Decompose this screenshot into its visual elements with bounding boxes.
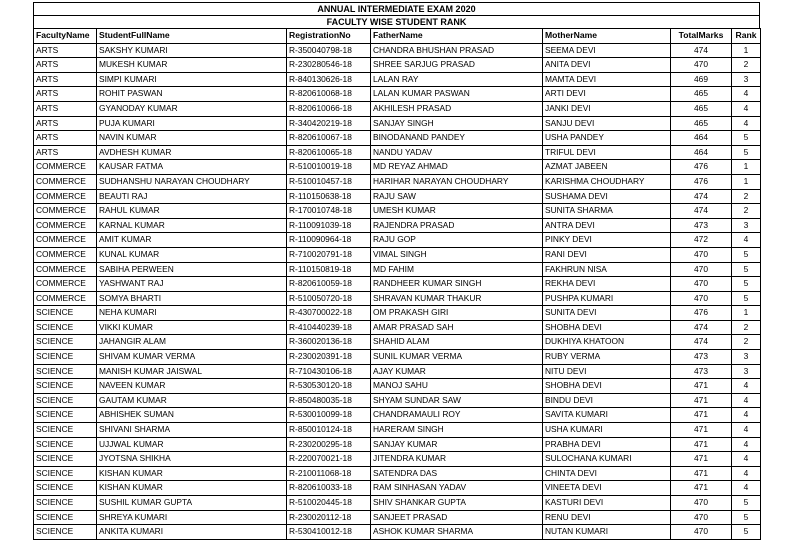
table-row [34,145,761,160]
mother-name-cell: DUKHIYA KHATOON [543,335,671,350]
father-name-cell: JITENDRA KUMAR [371,452,543,467]
registration-no-cell: R-510020445-18 [287,496,371,511]
faculty-cell: SCIENCE [34,510,97,525]
faculty-cell: SCIENCE [34,408,97,423]
registration-no-cell: R-820610059-18 [287,277,371,292]
table-row [34,116,761,131]
registration-no-cell: R-110150819-18 [287,262,371,277]
registration-no-cell: R-710020791-18 [287,247,371,262]
father-name-cell: MANOJ SAHU [371,379,543,394]
table-row [34,525,761,540]
table-row [34,87,761,102]
student-name-cell: YASHWANT RAJ [97,277,287,292]
total-marks-cell: 476 [671,306,732,321]
mother-name-cell: SUNITA SHARMA [543,204,671,219]
registration-no-cell: R-170010748-18 [287,204,371,219]
father-name-cell: BINODANAND PANDEY [371,131,543,146]
mother-name-cell: JANKI DEVI [543,101,671,116]
faculty-cell: SCIENCE [34,379,97,394]
table-row [34,481,761,496]
rank-cell: 4 [732,87,761,102]
table-row [34,174,761,189]
total-marks-cell: 471 [671,408,732,423]
father-name-cell: SHRAVAN KUMAR THAKUR [371,291,543,306]
father-name-cell: RAJU GOP [371,233,543,248]
registration-no-cell: R-110090964-18 [287,233,371,248]
mother-name-cell: RENU DEVI [543,510,671,525]
mother-name-cell: NUTAN KUMARI [543,525,671,540]
total-marks-cell: 470 [671,525,732,540]
total-marks-cell: 464 [671,131,732,146]
mother-name-cell: SUSHAMA DEVI [543,189,671,204]
rank-cell: 5 [732,131,761,146]
registration-no-cell: R-110091039-18 [287,218,371,233]
faculty-cell: SCIENCE [34,481,97,496]
mother-name-cell: ANITA DEVI [543,58,671,73]
rank-cell: 5 [732,247,761,262]
father-name-cell: MD FAHIM [371,262,543,277]
total-marks-cell: 464 [671,145,732,160]
total-marks-cell: 470 [671,58,732,73]
faculty-cell: COMMERCE [34,218,97,233]
student-name-cell: KAUSAR FATMA [97,160,287,175]
table-row [34,233,761,248]
faculty-cell: ARTS [34,87,97,102]
faculty-cell: ARTS [34,131,97,146]
mother-name-cell: RANI DEVI [543,247,671,262]
student-name-cell: JAHANGIR ALAM [97,335,287,350]
table-row [34,72,761,87]
student-name-cell: KISHAN KUMAR [97,481,287,496]
table-row [34,204,761,219]
student-name-cell: SIMPI KUMARI [97,72,287,87]
student-name-cell: KISHAN KUMAR [97,466,287,481]
total-marks-cell: 469 [671,72,732,87]
mother-name-cell: CHINTA DEVI [543,466,671,481]
mother-name-cell: BINDU DEVI [543,393,671,408]
rank-sheet [33,2,760,540]
total-marks-cell: 474 [671,43,732,58]
faculty-cell: COMMERCE [34,247,97,262]
total-marks-cell: 471 [671,423,732,438]
father-name-cell: SHREE SARJUG PRASAD [371,58,543,73]
exam-title: ANNUAL INTERMEDIATE EXAM 2020 [33,2,760,15]
faculty-cell: ARTS [34,145,97,160]
faculty-cell: SCIENCE [34,525,97,540]
faculty-cell: SCIENCE [34,320,97,335]
father-name-cell: HARIHAR NARAYAN CHOUDHARY [371,174,543,189]
rank-cell: 5 [732,291,761,306]
student-name-cell: SABIHA PERWEEN [97,262,287,277]
table-row [34,496,761,511]
total-marks-cell: 473 [671,218,732,233]
father-name-cell: AKHILESH PRASAD [371,101,543,116]
registration-no-cell: R-110150638-18 [287,189,371,204]
rank-cell: 4 [732,379,761,394]
table-row [34,393,761,408]
father-name-cell: RAM SINHASAN YADAV [371,481,543,496]
table-row [34,379,761,394]
student-name-cell: VIKKI KUMAR [97,320,287,335]
column-header-student-name: StudentFullName [97,29,287,44]
table-row [34,437,761,452]
rank-cell: 3 [732,350,761,365]
student-name-cell: SHIVANI SHARMA [97,423,287,438]
total-marks-cell: 474 [671,189,732,204]
student-name-cell: SAKSHY KUMARI [97,43,287,58]
column-header-father-name: FatherName [371,29,543,44]
table-row [34,510,761,525]
total-marks-cell: 471 [671,379,732,394]
total-marks-cell: 471 [671,481,732,496]
rank-cell: 2 [732,320,761,335]
table-row [34,350,761,365]
faculty-cell: COMMERCE [34,160,97,175]
faculty-cell: SCIENCE [34,423,97,438]
rank-cell: 1 [732,43,761,58]
table-row [34,452,761,467]
mother-name-cell: RUBY VERMA [543,350,671,365]
report-subtitle: FACULTY WISE STUDENT RANK [33,15,760,28]
mother-name-cell: SAVITA KUMARI [543,408,671,423]
student-name-cell: PUJA KUMARI [97,116,287,131]
faculty-cell: SCIENCE [34,364,97,379]
rank-cell: 4 [732,116,761,131]
total-marks-cell: 473 [671,364,732,379]
registration-no-cell: R-850480035-18 [287,393,371,408]
father-name-cell: SATENDRA DAS [371,466,543,481]
faculty-cell: ARTS [34,116,97,131]
mother-name-cell: SULOCHANA KUMARI [543,452,671,467]
table-row [34,218,761,233]
father-name-cell: VIMAL SINGH [371,247,543,262]
rank-cell: 4 [732,452,761,467]
total-marks-cell: 470 [671,510,732,525]
registration-no-cell: R-710430106-18 [287,364,371,379]
father-name-cell: AJAY KUMAR [371,364,543,379]
student-name-cell: KARNAL KUMAR [97,218,287,233]
mother-name-cell: PUSHPA KUMARI [543,291,671,306]
faculty-cell: ARTS [34,101,97,116]
total-marks-cell: 474 [671,320,732,335]
total-marks-cell: 465 [671,116,732,131]
faculty-cell: SCIENCE [34,350,97,365]
total-marks-cell: 472 [671,233,732,248]
faculty-cell: ARTS [34,72,97,87]
column-header-mother-name: MotherName [543,29,671,44]
student-name-cell: AVDHESH KUMAR [97,145,287,160]
registration-no-cell: R-530530120-18 [287,379,371,394]
mother-name-cell: PINKY DEVI [543,233,671,248]
registration-no-cell: R-210011068-18 [287,466,371,481]
faculty-cell: SCIENCE [34,306,97,321]
faculty-cell: SCIENCE [34,335,97,350]
registration-no-cell: R-820610067-18 [287,131,371,146]
registration-no-cell: R-410440239-18 [287,320,371,335]
total-marks-cell: 473 [671,350,732,365]
father-name-cell: HARERAM SINGH [371,423,543,438]
total-marks-cell: 476 [671,160,732,175]
faculty-cell: COMMERCE [34,174,97,189]
rank-cell: 1 [732,160,761,175]
rank-cell: 5 [732,262,761,277]
student-name-cell: RAHUL KUMAR [97,204,287,219]
father-name-cell: SHYAM SUNDAR SAW [371,393,543,408]
student-name-cell: SOMYA BHARTI [97,291,287,306]
registration-no-cell: R-820610066-18 [287,101,371,116]
mother-name-cell: MAMTA DEVI [543,72,671,87]
rank-cell: 4 [732,466,761,481]
registration-no-cell: R-530410012-18 [287,525,371,540]
rank-cell: 4 [732,437,761,452]
faculty-cell: SCIENCE [34,452,97,467]
rank-cell: 1 [732,174,761,189]
registration-no-cell: R-350040798-18 [287,43,371,58]
student-name-cell: MANISH KUMAR JAISWAL [97,364,287,379]
father-name-cell: LALAN KUMAR PASWAN [371,87,543,102]
father-name-cell: AMAR PRASAD SAH [371,320,543,335]
table-row [34,364,761,379]
mother-name-cell: NITU DEVI [543,364,671,379]
total-marks-cell: 470 [671,291,732,306]
mother-name-cell: USHA PANDEY [543,131,671,146]
total-marks-cell: 470 [671,496,732,511]
registration-no-cell: R-510010457-18 [287,174,371,189]
student-name-cell: AMIT KUMAR [97,233,287,248]
registration-no-cell: R-820610065-18 [287,145,371,160]
rank-cell: 5 [732,277,761,292]
total-marks-cell: 471 [671,437,732,452]
total-marks-cell: 465 [671,87,732,102]
faculty-cell: COMMERCE [34,189,97,204]
table-row [34,466,761,481]
rank-cell: 5 [732,525,761,540]
total-marks-cell: 471 [671,393,732,408]
mother-name-cell: PRABHA DEVI [543,437,671,452]
rank-cell: 4 [732,233,761,248]
student-name-cell: JYOTSNA SHIKHA [97,452,287,467]
father-name-cell: NANDU YADAV [371,145,543,160]
registration-no-cell: R-850010124-18 [287,423,371,438]
mother-name-cell: VINEETA DEVI [543,481,671,496]
father-name-cell: SANJAY KUMAR [371,437,543,452]
student-name-cell: SHIVAM KUMAR VERMA [97,350,287,365]
father-name-cell: CHANDRA BHUSHAN PRASAD [371,43,543,58]
table-row [34,189,761,204]
registration-no-cell: R-230200295-18 [287,437,371,452]
faculty-cell: SCIENCE [34,466,97,481]
registration-no-cell: R-360020136-18 [287,335,371,350]
student-name-cell: ROHIT PASWAN [97,87,287,102]
rank-cell: 5 [732,496,761,511]
registration-no-cell: R-230020112-18 [287,510,371,525]
registration-no-cell: R-220070021-18 [287,452,371,467]
father-name-cell: CHANDRAMAULI ROY [371,408,543,423]
table-row [34,306,761,321]
student-name-cell: SHREYA KUMARI [97,510,287,525]
mother-name-cell: ANTRA DEVI [543,218,671,233]
rank-cell: 1 [732,306,761,321]
faculty-cell: COMMERCE [34,291,97,306]
father-name-cell: SANJAY SINGH [371,116,543,131]
rank-cell: 4 [732,408,761,423]
faculty-cell: SCIENCE [34,437,97,452]
total-marks-cell: 476 [671,174,732,189]
rank-cell: 2 [732,189,761,204]
table-row [34,408,761,423]
registration-no-cell: R-430700022-18 [287,306,371,321]
father-name-cell: RAJENDRA PRASAD [371,218,543,233]
father-name-cell: SUNIL KUMAR VERMA [371,350,543,365]
student-name-cell: KUNAL KUMAR [97,247,287,262]
registration-no-cell: R-820610068-18 [287,87,371,102]
table-row [34,423,761,438]
registration-no-cell: R-840130626-18 [287,72,371,87]
total-marks-cell: 465 [671,101,732,116]
student-name-cell: SUDHANSHU NARAYAN CHOUDHARY [97,174,287,189]
total-marks-cell: 470 [671,247,732,262]
rank-cell: 5 [732,510,761,525]
mother-name-cell: SHOBHA DEVI [543,379,671,394]
student-name-cell: MUKESH KUMAR [97,58,287,73]
table-body [34,43,761,539]
table-row [34,58,761,73]
header-row [34,29,761,44]
father-name-cell: SANJEET PRASAD [371,510,543,525]
mother-name-cell: SEEMA DEVI [543,43,671,58]
student-name-cell: GYANODAY KUMAR [97,101,287,116]
total-marks-cell: 474 [671,204,732,219]
rank-cell: 3 [732,72,761,87]
faculty-cell: COMMERCE [34,233,97,248]
table-row [34,43,761,58]
registration-no-cell: R-230020391-18 [287,350,371,365]
father-name-cell: RAJU SAW [371,189,543,204]
mother-name-cell: ARTI DEVI [543,87,671,102]
rank-cell: 5 [732,145,761,160]
mother-name-cell: FAKHRUN NISA [543,262,671,277]
registration-no-cell: R-230280546-18 [287,58,371,73]
mother-name-cell: USHA KUMARI [543,423,671,438]
table-row [34,335,761,350]
faculty-cell: COMMERCE [34,262,97,277]
father-name-cell: SHAHID ALAM [371,335,543,350]
mother-name-cell: TRIFUL DEVI [543,145,671,160]
mother-name-cell: KARISHMA CHOUDHARY [543,174,671,189]
rank-cell: 4 [732,423,761,438]
mother-name-cell: SHOBHA DEVI [543,320,671,335]
table-row [34,277,761,292]
father-name-cell: SHIV SHANKAR GUPTA [371,496,543,511]
faculty-cell: ARTS [34,43,97,58]
column-header-rank: Rank [732,29,761,44]
faculty-cell: COMMERCE [34,277,97,292]
student-name-cell: NAVEEN KUMAR [97,379,287,394]
rank-cell: 4 [732,393,761,408]
mother-name-cell: REKHA DEVI [543,277,671,292]
registration-no-cell: R-530010099-18 [287,408,371,423]
mother-name-cell: SUNITA DEVI [543,306,671,321]
student-name-cell: ANKITA KUMARI [97,525,287,540]
registration-no-cell: R-820610033-18 [287,481,371,496]
faculty-cell: SCIENCE [34,496,97,511]
father-name-cell: ASHOK KUMAR SHARMA [371,525,543,540]
total-marks-cell: 474 [671,335,732,350]
faculty-cell: COMMERCE [34,204,97,219]
father-name-cell: LALAN RAY [371,72,543,87]
column-header-registration-no: RegistrationNo [287,29,371,44]
rank-cell: 4 [732,481,761,496]
mother-name-cell: SANJU DEVI [543,116,671,131]
student-name-cell: NEHA KUMARI [97,306,287,321]
faculty-cell: ARTS [34,58,97,73]
table-row [34,247,761,262]
total-marks-cell: 471 [671,466,732,481]
mother-name-cell: KASTURI DEVI [543,496,671,511]
student-rank-table [33,28,761,540]
total-marks-cell: 471 [671,452,732,467]
rank-cell: 2 [732,58,761,73]
rank-cell: 2 [732,335,761,350]
table-row [34,101,761,116]
column-header-total-marks: TotalMarks [671,29,732,44]
student-name-cell: GAUTAM KUMAR [97,393,287,408]
table-row [34,262,761,277]
student-name-cell: NAVIN KUMAR [97,131,287,146]
father-name-cell: RANDHEER KUMAR SINGH [371,277,543,292]
mother-name-cell: AZMAT JABEEN [543,160,671,175]
registration-no-cell: R-340420219-18 [287,116,371,131]
student-name-cell: BEAUTI RAJ [97,189,287,204]
rank-cell: 3 [732,218,761,233]
total-marks-cell: 470 [671,262,732,277]
table-row [34,291,761,306]
registration-no-cell: R-510050720-18 [287,291,371,306]
column-header-faculty: FacultyName [34,29,97,44]
rank-cell: 3 [732,364,761,379]
rank-cell: 2 [732,204,761,219]
student-name-cell: SUSHIL KUMAR GUPTA [97,496,287,511]
student-name-cell: UJJWAL KUMAR [97,437,287,452]
total-marks-cell: 470 [671,277,732,292]
student-name-cell: ABHISHEK SUMAN [97,408,287,423]
father-name-cell: OM PRAKASH GIRI [371,306,543,321]
registration-no-cell: R-510010019-18 [287,160,371,175]
father-name-cell: MD REYAZ AHMAD [371,160,543,175]
table-row [34,131,761,146]
rank-cell: 4 [732,101,761,116]
father-name-cell: UMESH KUMAR [371,204,543,219]
faculty-cell: SCIENCE [34,393,97,408]
table-row [34,320,761,335]
table-row [34,160,761,175]
